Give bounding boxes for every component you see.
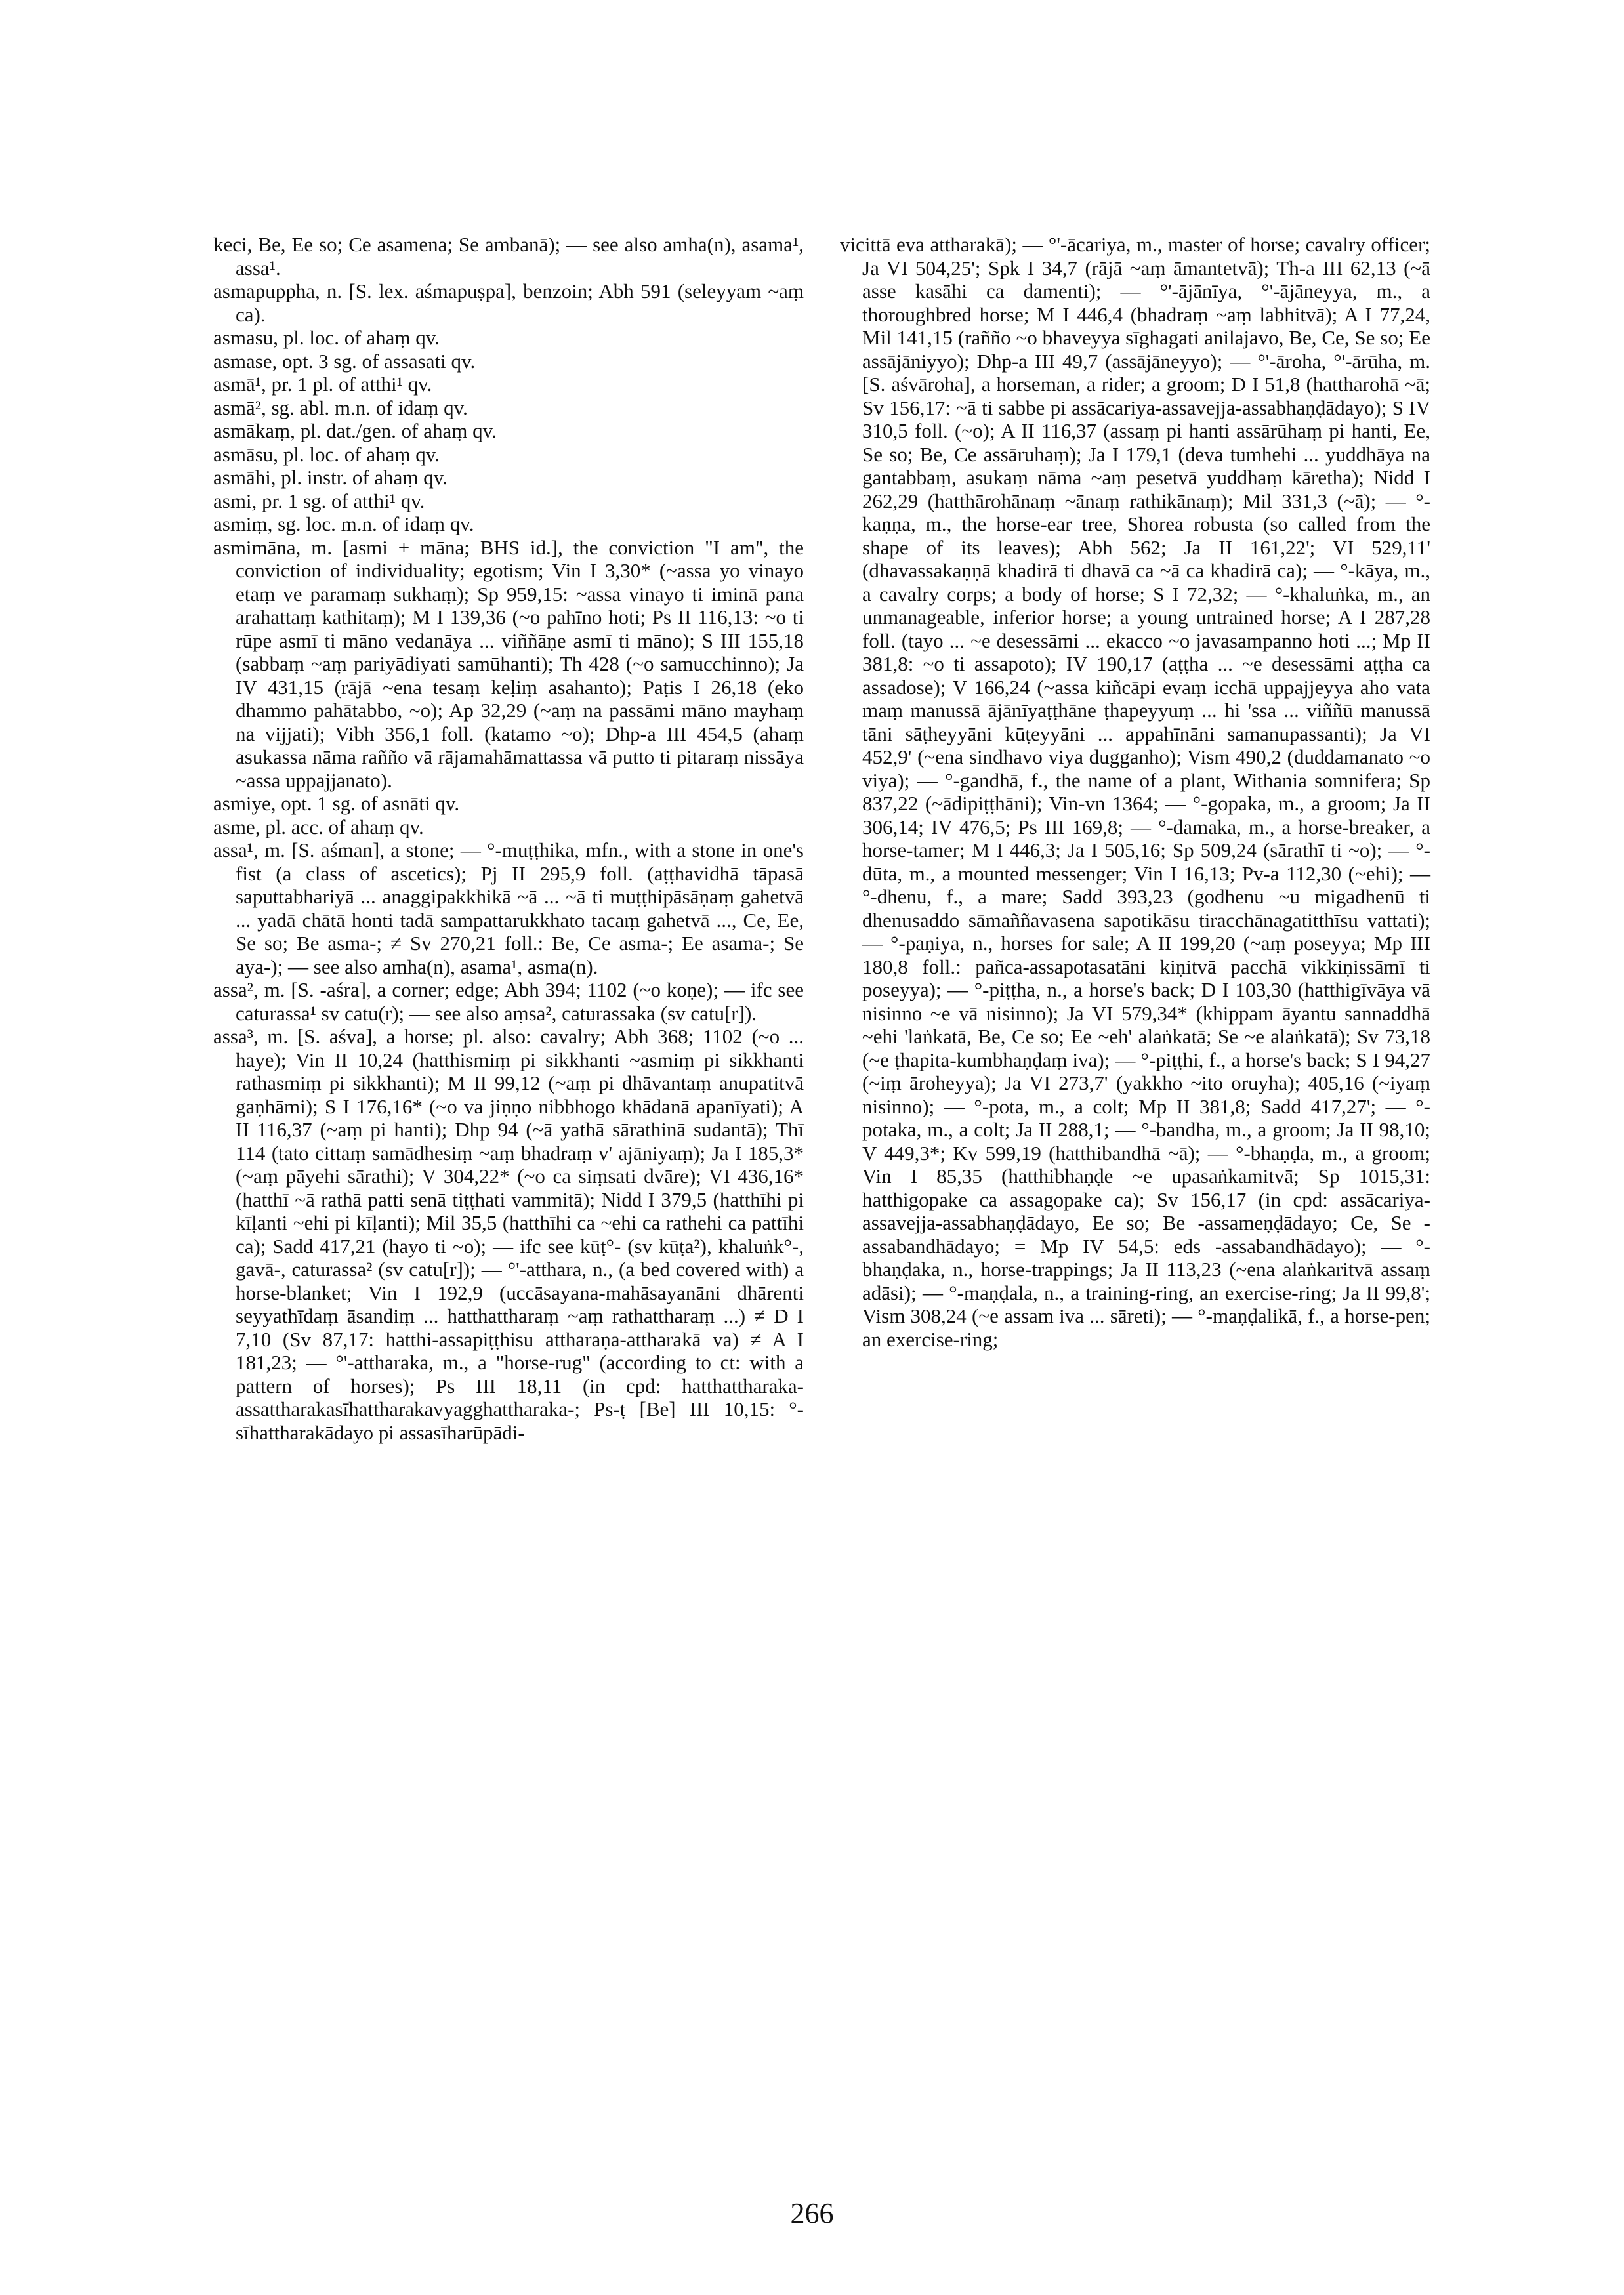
- right-column: [840, 233, 1430, 1351]
- entry-asma-2: asmā², sg. abl. m.n. of idaṃ qv.: [213, 396, 468, 419]
- entry-keci: keci, Be, Ee so; Ce asamena; Se ambanā); — see also amha(n), asama¹, assa¹.: [213, 233, 804, 279]
- entry-asma-1: asmā¹, pr. 1 pl. of atthi¹ qv.: [213, 373, 432, 396]
- entry-asmi: asmi, pr. 1 sg. of atthi¹ qv.: [213, 489, 425, 512]
- entry-asmase: asmase, opt. 3 sg. of assasati qv.: [213, 349, 476, 373]
- entry-asmasu: asmasu, pl. loc. of ahaṃ qv.: [213, 326, 440, 349]
- entry-asmasu-loc: asmāsu, pl. loc. of ahaṃ qv.: [213, 442, 440, 466]
- entry-asmapuppha: asmapuppha, n. [S. lex. aśmapuṣpa], benzoin; Abh 591 (seleyyam ~aṃ ca).: [213, 279, 804, 326]
- page-number: 266: [790, 2197, 834, 2229]
- entry-asmimana: asmimāna, m. [asmi + māna; BHS id.], the conviction "I am", the conviction of individuality; egotism; Vin I 3,30* (~assa yo vinayo etaṃ ve paramaṃ sukhaṃ); Sp 959,15: ~assa vinayo ti iminā pana arahattaṃ kathitaṃ); M I 139,36 (~o pahīno hoti; Ps II 116,13: ~o ti rūpe asmī ti māno vedanāya ... viññāṇe asmī ti māno); S III 155,18 (sabbaṃ ~aṃ pariyādiyati samūhanti); Th 428 (~o samucchinno); Ja IV 431,15 (rājā ~ena tesaṃ keḷiṃ asahanto); Paṭis I 26,18 (eko dhammo pahātabbo, ~o); Ap 32,29 (~aṃ na passāmi māno mayhaṃ na vijjati); Vibh 356,1 foll. (katamo ~o); Dhp-a III 454,5 (ahaṃ asukassa nāma rañño vā rājamahāmattassa vā putto ti pitaraṃ nissāya ~assa uppajjanato).: [213, 535, 804, 792]
- entry-assa-3-continued: vicittā eva attharakā); — °'-ācariya, m., master of horse; cavalry officer; Ja VI 504,25'; Spk I 34,7 (rājā ~aṃ āmantetvā); Th-a III 62,13 (~ā asse kasāhi ca damenti); — °'-ājānīya, °'-ājāneyya, m., a thoroughbred horse; M I 446,4 (bhadraṃ ~aṃ labhitvā); A I 77,24, Mil 141,15 (rañño ~o bhaveyya sīghagati anilajavo, Be, Ce, Se so; Ee assājāniyyo); Dhp-a III 49,7 (assājāneyyo); — °'-āroha, °'-ārūha, m. [S. aśvāroha], a horseman, a rider; a groom; D I 51,8 (hattharohā ~ā; Sv 156,17: ~ā ti sabbe pi assācariya-assavejja-assabhaṇḍādayo); S IV 310,5 foll. (~o); A II 116,37 (assaṃ pi hanti assārūhaṃ pi hanti, Ee, Se so; Be, Ce assāruhaṃ); Ja I 179,1 (deva tumhehi ... yuddhāya na gantabbaṃ, asukaṃ nāma ~aṃ pesetvā yuddhaṃ kāretha); Nidd I 262,29 (hatthārohānaṃ ~ānaṃ rathikānaṃ); Mil 331,3 (~ā); — °-kaṇṇa, m., the horse-ear tree, Shorea robusta (so called from the shape of its leaves); Abh 562; Ja II 161,22'; VI 529,11' (dhavassakaṇṇā khadirā ti dhavā ca ~ā ca khadirā ca); — °-kāya, m., a cavalry corps; a body of horse; S I 72,32; — °-khaluṅka, m., an unmanageable, inferior horse; a young untrained horse; A I 287,28 foll. (tayo ... ~e desessāmi ... ekacco ~o javasampanno hoti ...; Mp II 381,8: ~o ti assapoto); IV 190,17 (aṭṭha ... ~e desessāmi aṭṭha ca assadose); V 166,24 (~assa kiñcāpi evaṃ icchā uppajjeyya aho vata maṃ manussā ājānīyaṭṭhāne ṭhapeyyuṃ ... hi 'ssa ... viññū manussā tāni sāṭheyyāni kūṭeyyāni ... appahīnāni samanupassanti); Ja VI 452,9' (~ena sindhavo viya dugganho); Vism 490,2 (duddamanato ~o viya); — °-gandhā, f., the name of a plant, Withania somnifera; Sp 837,22 (~ādipiṭṭhāni); Vin-vn 1364; — °-gopaka, m., a groom; Ja II 306,14; IV 476,5; Ps III 169,8; — °-damaka, m., a horse-breaker, a horse-tamer; M I 446,3; Ja I 505,16; Sp 509,24 (sārathī ti ~o); — °-dūta, m., a mounted messenger; Vin I 16,13; Pv-a 112,30 (~ehi); — °-dhenu, f., a mare; Sadd 393,23 (godhenu ~u migadhenū ti dhenusaddo sāmaññavasena sapotikāsu tiracchānagatitthīsu vattati); — °-paṇiya, n., horses for sale; A II 199,20 (~aṃ poseyya; Mp III 180,8 foll.: pañca-assapotasatāni kiṇitvā pacchā vikkiṇissāmī ti poseyya); — °-piṭṭha, n., a horse's back; D I 103,30 (hatthigīvāya vā nisinno ~e vā nisinno); Ja VI 579,34* (khippam āyantu sannaddhā ~ehi 'laṅkatā, Be, Ce so; Ee ~eh' alaṅkatā; Se ~e alaṅkatā); Sv 73,18 (~e ṭhapita-kumbhaṇḍaṃ iva); — °-piṭṭhi, f., a horse's back; S I 94,27 (~iṃ āroheyya); Ja VI 273,7' (yakkho ~ito oruyha); 405,16 (~iyaṃ nisinno); — °-pota, m., a colt; Mp II 381,8; Sadd 417,27'; — °-potaka, m., a colt; Ja II 288,1; — °-bandha, m., a groom; Ja II 98,10; V 449,3*; Kv 599,19 (hatthibandhā ~ā); — °-bhaṇḍa, m., a groom; Vin I 85,35 (hatthibhaṇḍe ~e upasaṅkamitvā; Sp 1015,31: hatthigopake ca assagopake ca); Sv 156,17 (in cpd: assācariya-assavejja-assabhaṇḍādayo, Ee so; Be -assameṇḍādayo; Ce, Se -assabandhādayo; = Mp IV 54,5: eds -assabandhādayo); — °-bhaṇḍaka, n., horse-trappings; Ja II 113,23 (~ena alaṅkaritvā assaṃ adāsi); — °-maṇḍala, n., a training-ring, an exercise-ring; Ja II 99,8'; Vism 308,24 (~e assam iva ... sāreti); — °-maṇḍalikā, f., a horse-pen; an exercise-ring;: [840, 233, 1430, 1351]
- entry-asme: asme, pl. acc. of ahaṃ qv.: [213, 815, 424, 838]
- left-column: [213, 233, 804, 1444]
- entry-assa-1: assa¹, m. [S. aśman], a stone; — °-muṭṭhika, mfn., with a stone in one's fist (a class of ascetics); Pj II 295,9 foll. (aṭṭhavidhā tāpasā saputtabhariyā ... anaggipakkhikā ~ā ... ~ā ti muṭṭhipāsāṇaṃ gahetvā ... yadā chātā honti tadā sampattarukkhato tacaṃ gahetvā ..., Ce, Ee, Se so; Be asma-; ≠ Sv 270,21 foll.: Be, Ce asma-; Ee asama-; Se aya-); — see also amha(n), asama¹, asma(n).: [213, 838, 804, 978]
- entry-assa-2: assa², m. [S. -aśra], a corner; edge; Abh 394; 1102 (~o koṇe); — ifc see caturassa¹ sv catu(r); — see also aṃsa², caturassaka (sv catu[r]).: [213, 978, 804, 1025]
- entry-asmahi: asmāhi, pl. instr. of ahaṃ qv.: [213, 466, 448, 489]
- entry-asmim: asmiṃ, sg. loc. m.n. of idaṃ qv.: [213, 512, 474, 535]
- entry-asmakam: asmākaṃ, pl. dat./gen. of ahaṃ qv.: [213, 419, 497, 442]
- entry-asmiye: asmiye, opt. 1 sg. of asnāti qv.: [213, 792, 460, 815]
- entry-assa-3: assa³, m. [S. aśva], a horse; pl. also: cavalry; Abh 368; 1102 (~o ... haye); Vin II 10,24 (hatthismiṃ pi sikkhanti ~asmiṃ pi sikkhanti rathasmiṃ pi sikkhanti); M II 99,12 (~aṃ pi dhāvantaṃ anupatitvā gaṇhāmi); S I 176,16* (~o va jiṇṇo nibbhogo khādanā apanīyati); A II 116,37 (~aṃ pi hanti); Dhp 94 (~ā yathā sārathinā sudantā); Thī 114 (tato cittaṃ samādhesiṃ ~aṃ bhadraṃ v' ajāniyaṃ); Ja I 185,3* (~aṃ pāyehi sārathi); V 304,22* (~o ca siṃsati dvāre); VI 436,16* (hatthī ~ā rathā patti senā tiṭṭhati vammitā); Nidd I 379,5 (hatthīhi pi kīḷanti ~ehi pi kīḷanti); Mil 35,5 (hatthīhi ca ~ehi ca rathehi ca pattīhi ca); Sadd 417,21 (hayo ti ~o); — ifc see kūṭ°- (sv kūṭa²), khaluṅk°-, gavā-, caturassa² (sv catu[r]); — °'-atthara, n., (a bed covered with) a horse-blanket; Vin I 192,9 (uccāsayana-mahāsayanāni dhārenti seyyathīdaṃ āsandiṃ ... hatthattharaṃ ~aṃ rathattharaṃ ...) ≠ D I 7,10 (Sv 87,17: hatthi-assapiṭṭhisu attharaṇa-attharakā va) ≠ A I 181,23; — °'-attharaka, m., a "horse-rug" (according to ct: with a pattern of horses); Ps III 18,11 (in cpd: hatthattharaka-assattharakasīhattharakavyagghattharaka-; Ps-ṭ [Be] III 10,15: °-sīhattharakādayo pi assasīharūpādi-: [213, 1025, 804, 1444]
